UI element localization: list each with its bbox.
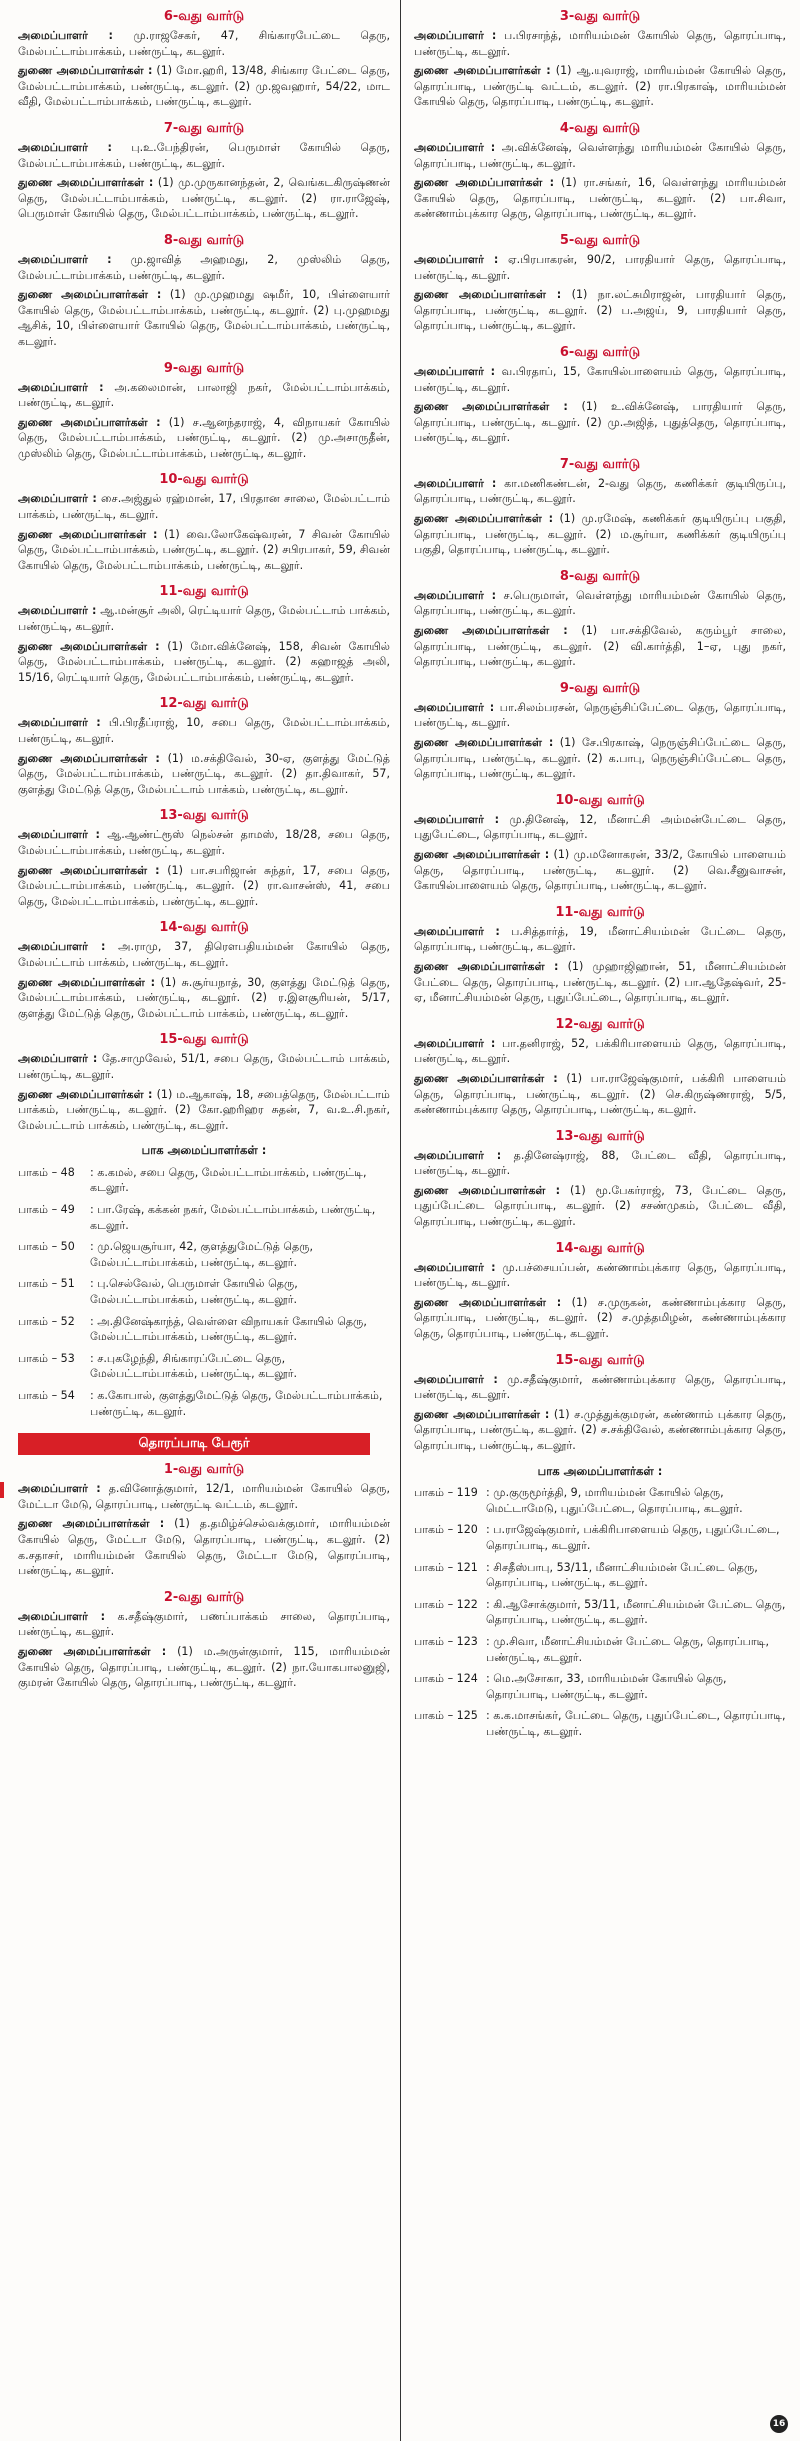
deputies-label: துணை அமைப்பாளர்கள் : — [414, 624, 568, 638]
organizer-text: சை.அஜ்துல் ரஹ்மான், 17, பிரதான சாலை, மேல்பட்டாம் பாக்கம், பண்ருட்டி, கடலூர். — [18, 492, 391, 522]
deputies-label: துணை அமைப்பாளர்கள் : — [18, 639, 160, 653]
ward-section — [414, 904, 786, 1006]
ward-deputies — [18, 415, 390, 462]
organizer-label: அமைப்பாளர் : — [414, 1148, 502, 1162]
ward-deputies — [414, 511, 786, 558]
deputies-text: (1) ச.முருகன், கண்ணாம்புக்கார தெரு, தொரப்பாடி, பண்ருட்டி, கடலூர். (2) ச.முத்தமிழன், கண்ணாம்புக்கார தெரு, தொரப்பாடி, பண்ருட்டி, கடலூர். — [414, 1295, 786, 1341]
ward-title: 13-வது வார்டு — [555, 1128, 645, 1144]
ward-section — [414, 1128, 786, 1230]
ward-deputies — [414, 1295, 786, 1342]
organizer-text: கா.மணிகண்டன், 2-வது தெரு, கணிக்கர் குடியிருப்பு, தொரப்பாடி, பண்ருட்டி, கடலூர். — [414, 476, 786, 506]
organizer-label: அமைப்பாளர் : — [414, 924, 500, 938]
ward-section — [414, 120, 786, 222]
ward-deputies — [414, 1183, 786, 1230]
organizer-text: மு.ராஜசேகர், 47, சிங்காரபேட்டை தெரு, மேல்பட்டாம்பாக்கம், பண்ருட்டி, கடலூர். — [18, 29, 390, 58]
booth-row — [414, 1634, 786, 1671]
organizer-text: க.சதீஷ்குமார், பணப்பாக்கம் சாலை, தொரப்பாடி, பண்ருட்டி, கடலூர். — [18, 1609, 390, 1639]
page-number: 16 — [770, 2415, 788, 2433]
deputies-label: துணை அமைப்பாளர்கள் : — [18, 415, 161, 429]
ward-section — [18, 8, 390, 110]
ward-deputies — [414, 63, 786, 110]
ward-deputies — [18, 1644, 390, 1691]
organizer-label: அமைப்பாளர் : — [18, 29, 113, 42]
organizer-text: த.வினோத்குமார், 12/1, மாரியம்மன் கோயில் தெரு, மேட்டா மேடு, தொரப்பாடி, பண்ருட்டி வட்டம், கடலூர். — [18, 1482, 390, 1511]
ward-deputies — [414, 1407, 786, 1454]
deputies-text: (1) மு.மனோகரன், 33/2, கோயில் பாளையம் தெரு, தொரப்பாடி, பண்ருட்டி, கடலூர். (2) வெ.சீனுவாசன், கோயில்பாளையம் தெரு, தொரப்பாடி, பண்ருட்டி, கடலூர். — [414, 847, 786, 893]
deputies-label: துணை அமைப்பாளர்கள் : — [414, 847, 550, 861]
ward-section — [414, 456, 786, 558]
booth-number: பாகம் – 125 — [414, 1709, 478, 1723]
ward-organizer — [414, 252, 786, 283]
ward-title: 4-வது வார்டு — [559, 120, 641, 136]
ward-title: 3-வது வார்டு — [559, 9, 641, 24]
deputies-label: துணை அமைப்பாளர்கள் : — [18, 975, 156, 989]
deputies-label: துணை அமைப்பாளர்கள் : — [414, 1407, 550, 1421]
ward-organizer — [414, 700, 786, 731]
ward-deputies — [414, 847, 786, 894]
booth-organizer: : மெ.அசோகா, 33, மாரியம்மன் கோயில் தெரு, தொரப்பாடி, பண்ருட்டி, கடலூர். — [486, 1672, 727, 1701]
booth-row — [18, 1351, 390, 1388]
ward-title: 13-வது வார்டு — [159, 808, 249, 824]
booth-organizer: : கி.ஆசோக்குமார், 53/11, மீனாட்சியம்மன் பேட்டை தெரு, தொரப்பாடி, பண்ருட்டி, கடலூர். — [486, 1597, 786, 1627]
booth-number: பாகம் – 123 — [414, 1634, 478, 1648]
organizer-text: மு.சதீஷ்குமார், கண்ணாம்புக்கார தெரு, தொரப்பாடி, பண்ருட்டி, கடலூர். — [414, 1372, 787, 1402]
organizer-text: அ.விக்னேஷ், வெள்ளந்து மாரியம்மன் கோயில் தெரு, தொரப்பாடி, பண்ருட்டி, கடலூர். — [414, 140, 786, 170]
deputies-label: துணை அமைப்பாளர்கள் : — [18, 176, 154, 190]
deputies-label: துணை அமைப்பாளர்கள் : — [414, 288, 562, 302]
ward-title: 11-வது வார்டு — [159, 584, 249, 600]
ward-title: 15-வது வார்டு — [159, 1032, 249, 1048]
ward-section — [18, 583, 390, 685]
ward-title: 6-வது வார்டு — [163, 9, 245, 24]
booth-row — [18, 1314, 390, 1351]
ward-title: 7-வது வார்டு — [559, 456, 641, 472]
booth-number: பாகம் – 52 — [18, 1314, 75, 1328]
organizer-label: அமைப்பாளர் : — [18, 380, 104, 394]
booth-list — [18, 1165, 390, 1425]
deputies-text: (1) மு.முஹமது ஷமீர், 10, பிள்ளையார் கோயில் தெரு, மேல்பட்டாம்பாக்கம், பண்ருட்டி, கடலூர். (2) பு.முஹமது ஆசிக், 10, பிள்ளையார் கோயில் தெரு, மேல்பட்டாம்பாக்கம், பண்ருட்டி, கடலூர். — [18, 288, 390, 348]
deputies-text: (1) பா.சபரிஜான் சுந்தர், 17, சபை தெரு, மேல்பட்டாம்பாக்கம், பண்ருட்டி, கடலூர். (2) ரா.வாசன்ஸ், 41, சபை தெரு, மேல்பட்டாம்பாக்கம், பண்ருட்டி, கடலூர். — [18, 863, 390, 908]
ward-deputies — [18, 287, 390, 349]
booth-row — [414, 1485, 786, 1522]
ward-organizer — [414, 812, 786, 843]
booth-number: பாகம் – 122 — [414, 1597, 478, 1611]
ward-section — [18, 1589, 390, 1691]
organizer-text: மு.ஜாவித் அஹமது, 2, முஸ்லிம் தெரு, மேல்பட்டாம்பாக்கம், பண்ருட்டி, கடலூர். — [18, 252, 390, 282]
ward-deputies — [414, 1071, 786, 1118]
deputies-label: துணை அமைப்பாளர்கள் : — [414, 1183, 561, 1197]
ward-title: 14-வது வார்டு — [555, 1240, 645, 1256]
ward-deputies — [414, 959, 786, 1006]
ward-title: 7-வது வார்டு — [163, 120, 245, 136]
organizer-text: பு.உ.பேந்திரன், பெருமாள் கோயில் தெரு, மேல்பட்டாம்பாக்கம், பண்ருட்டி, கடலூர். — [18, 140, 390, 170]
left-column — [18, 8, 390, 1701]
organizer-label: அமைப்பாளர் : — [18, 604, 97, 618]
booth-row — [18, 1388, 390, 1425]
ward-organizer — [18, 491, 390, 522]
organizer-label: அமைப்பாளர் : — [18, 1052, 98, 1066]
ward-section — [18, 1031, 390, 1133]
ward-section — [18, 471, 390, 573]
ward-organizer — [18, 1481, 390, 1512]
ward-organizer — [414, 364, 786, 395]
ward-title: 14-வது வார்டு — [159, 920, 249, 936]
organizer-label: அமைப்பாளர் : — [414, 29, 497, 42]
ward-deputies — [18, 527, 390, 574]
deputies-label: துணை அமைப்பாளர்கள் : — [414, 176, 555, 190]
booth-row — [414, 1708, 786, 1745]
ward-organizer — [414, 1036, 786, 1067]
deputies-text: (1) முஹாஜிஹான், 51, மீனாட்சியம்மன் பேட்டை தெரு, தொரப்பாடி, பண்ருட்டி, கடலூர். (2) பா.ஆதேஷ்வர், 25-ஏ, மீனாட்சியம்மன் தெரு, புதுப்பேட்டை, தொரப்பாடி, கடலூர். — [414, 959, 786, 1005]
booth-row — [414, 1560, 786, 1597]
organizer-text: ஆ.ஆண்ட்ரூஸ் நெல்சன் தாமஸ், 18/28, சபை தெரு, மேல்பட்டாம்பாக்கம், பண்ருட்டி, கடலூர். — [18, 828, 390, 857]
ward-section — [18, 360, 390, 462]
deputies-label: துணை அமைப்பாளர்கள் : — [18, 64, 153, 78]
organizer-label: அமைப்பாளர் : — [18, 716, 101, 730]
ward-organizer — [18, 715, 390, 746]
ward-title: 9-வது வார்டு — [163, 360, 245, 376]
ward-deputies — [414, 735, 786, 782]
ward-title: 11-வது வார்டு — [555, 904, 645, 920]
ward-deputies — [18, 175, 390, 222]
booth-number: பாகம் – 124 — [414, 1672, 478, 1686]
booth-row — [18, 1165, 390, 1202]
booth-heading: பாக அமைப்பாளர்கள் : — [141, 1143, 267, 1158]
column-divider — [400, 0, 401, 2441]
organizer-text: ஆ.மன்சூர் அலி, ரெட்டியார் தெரு, மேல்பட்டாம் பாக்கம், பண்ருட்டி, கடலூர். — [18, 604, 391, 634]
ward-organizer — [414, 140, 786, 171]
deputies-label: துணை அமைப்பாளர்கள் : — [414, 736, 554, 749]
ward-section — [18, 120, 390, 222]
deputies-label: துணை அமைப்பாளர்கள் : — [414, 400, 568, 414]
ward-deputies — [18, 639, 390, 686]
organizer-label: அமைப்பாளர் : — [18, 492, 97, 506]
organizer-label: அமைப்பாளர் : — [18, 252, 112, 266]
deputies-label: துணை அமைப்பாளர்கள் : — [414, 64, 551, 78]
ward-title: 9-வது வார்டு — [559, 680, 641, 696]
ward-title: 10-வது வார்டு — [159, 472, 249, 488]
ward-section — [414, 8, 786, 110]
organizer-text: மு.பச்சையப்பன், கண்ணாம்புக்கார தெரு, தொரப்பாடி, பண்ருட்டி, கடலூர். — [414, 1260, 787, 1290]
ward-deputies — [414, 287, 786, 334]
ward-organizer — [414, 1372, 786, 1403]
ward-organizer — [18, 1051, 390, 1082]
ward-deputies — [414, 175, 786, 222]
booth-organizer: : பு.செல்வேல், பெருமாள் கோயில் தெரு, மேல்பட்டாம்பாக்கம், பண்ருட்டி, கடலூர். — [90, 1277, 298, 1307]
deputies-label: துணை அமைப்பாளர்கள் : — [414, 512, 554, 526]
organizer-label: அமைப்பாளர் : — [18, 140, 112, 154]
organizer-label: அமைப்பாளர் : — [414, 1036, 496, 1050]
booth-row — [414, 1597, 786, 1634]
ward-deputies — [18, 863, 390, 910]
ward-organizer — [414, 1260, 786, 1291]
booth-number: பாகம் – 50 — [18, 1240, 75, 1254]
booth-number: பாகம் – 120 — [414, 1523, 478, 1537]
organizer-label: அமைப்பாளர் : — [414, 252, 499, 266]
deputies-label: துணை அமைப்பாளர்கள் : — [18, 527, 158, 541]
booth-number: பாகம் – 119 — [414, 1486, 478, 1500]
ward-section — [18, 695, 390, 797]
ward-organizer — [18, 380, 390, 411]
booth-organizer: : மு.ஜெயசூர்யா, 42, குளத்துமேட்டுத் தெரு, மேல்பட்டாம்பாக்கம், பண்ருட்டி, கடலூர். — [90, 1240, 314, 1269]
ward-title: 15-வது வார்டு — [555, 1352, 645, 1368]
ward-organizer — [414, 476, 786, 507]
ward-organizer — [18, 252, 390, 283]
ward-section — [414, 1016, 786, 1118]
deputies-text: (1) ம.அருள்குமார், 115, மாரியம்மன் கோயில் தெரு, தொரப்பாடி, பண்ருட்டி, கடலூர். (2) நா.யோகபாலனுஜி, குமரன் கோயில் தெரு, தொரப்பாடி, பண்ருட்டி, கடலூர். — [18, 1644, 390, 1690]
ward-deputies — [18, 1087, 390, 1134]
booth-list — [414, 1485, 786, 1745]
organizer-label: அமைப்பாளர் : — [18, 940, 106, 954]
deputies-label: துணை அமைப்பாளர்கள் : — [18, 863, 160, 877]
deputies-label: துணை அமைப்பாளர்கள் : — [414, 1071, 558, 1085]
deputies-text: (1) ச.ஆனந்தராஜ், 4, விநாயகர் கோயில் தெரு, மேல்பட்டாம்பாக்கம், பண்ருட்டி, கடலூர். (2) மு.அசாருதீன், முஸ்லிம் தெரு, மேல்பட்டாம்பாக்கம், பண்ருட்டி, கடலூர். — [18, 415, 390, 460]
booth-organizer: : க.கோபால், குளத்துமேட்டுத் தெரு, மேல்பட்டாம்பாக்கம், பண்ருட்டி, கடலூர். — [90, 1389, 383, 1418]
ward-title: 8-வது வார்டு — [559, 568, 641, 584]
deputies-text: (1) பா.ராஜேஷ்குமார், பக்கிரி பாளையம் தெரு, தொரப்பாடி, பண்ருட்டி, கடலூர். (2) செ.கிருஷ்ணராஜ், 5/5, கண்ணாம்புக்கார தெரு, தொரப்பாடி, பண்ருட்டி, கடலூர். — [414, 1071, 787, 1117]
ward-deputies — [18, 751, 390, 798]
ward-section — [414, 344, 786, 446]
deputies-text: (1) ம.ஆகாஷ், 18, சபைத்தெரு, மேல்பட்டாம் பாக்கம், பண்ருட்டி, கடலூர். (2) கோ.ஹரிஹர சுதன், 7, வ.உ.சி.நகர், மேல்பட்டாம் பாக்கம், பண்ருட்டி, கடலூர். — [18, 1087, 390, 1132]
organizer-text: த.தினேஷ்ராஜ், 88, பேட்டை வீதி, தொரப்பாடி, பண்ருட்டி, கடலூர். — [414, 1148, 787, 1178]
organizer-label: அமைப்பாளர் : — [414, 1260, 496, 1274]
ward-deputies — [18, 975, 390, 1022]
ward-section — [414, 568, 786, 670]
deputies-text: (1) ச.முத்துக்குமரன், கண்ணாம் புக்கார தெரு, தொரப்பாடி, பண்ருட்டி, கடலூர். (2) ச.சக்திவேல், கண்ணாம்புக்கார தெரு, தொரப்பாடி, பண்ருட்டி, கடலூர். — [414, 1407, 786, 1452]
ward-section — [414, 1240, 786, 1342]
deputies-label: துணை அமைப்பாளர்கள் : — [18, 1644, 167, 1658]
booth-number: பாகம் – 51 — [18, 1277, 75, 1291]
deputies-text: (1) மூ.பேகர்ராஜ், 73, பேட்டை தெரு, புதுப்பேட்டை தொரப்பாடி, கடலூர். (2) சசண்முகம், பேட்டை வீதி, தொரப்பாடி, பண்ருட்டி, கடலூர். — [414, 1183, 786, 1229]
booth-organizer: : மு.குருமூர்த்தி, 9, மாரியம்மன் கோயில் தெரு, மெட்டாமேடு, புதுப்பேட்டை, தொரப்பாடி, கடலூர். — [486, 1486, 743, 1515]
booth-row — [18, 1276, 390, 1313]
organizer-label: அமைப்பாளர் : — [414, 364, 496, 378]
booth-organizer: : அ.தினேஷ்காந்த், வெள்ளை விநாயகர் கோயில் தெரு, மேல்பட்டாம்பாக்கம், பண்ருட்டி, கடலூர். — [90, 1314, 367, 1344]
deputies-text: (1) த.தமிழ்ச்செல்வக்குமார், மாரியம்மன் கோயில் தெரு, மேட்டா மேடு, தொரப்பாடி, பண்ருட்டி, கடலூர். (2) க.சதாசர், மாரியம்மன் கோயில் தெரு, மேட்டா மேடு, தொரப்பாடி, பண்ருட்டி, கடலூர். — [18, 1517, 391, 1578]
deputies-text: (1) ரா.சங்கர், 16, வெள்ளந்து மாரியம்மன் கோயில் தெரு, தொரப்பாடி, பண்ருட்டி, கடலூர். (2) பா.சிவா, கண்ணாம்புக்கார தெரு, தொரப்பாடி, பண்ருட்டி, கடலூர். — [414, 176, 787, 221]
deputies-text: (1) மோ.விக்னேஷ், 158, சிவன் கோயில் தெரு, மேல்பட்டாம்பாக்கம், பண்ருட்டி, கடலூர். (2) கஹாஜத் அலி, 15/16, ரெட்டியார் தெரு, மேல்பட்டாம்பாக்கம், பண்ருட்டி, கடலூர். — [18, 639, 390, 684]
organizer-text: ப.பிரசாந்த், மாரியம்மன் கோயில் தெரு, தொரப்பாடி, பண்ருட்டி, கடலூர். — [414, 29, 786, 58]
organizer-text: வ.பிரதாப், 15, கோயில்பாளையம் தெரு, தொரப்பாடி, பண்ருட்டி, கடலூர். — [414, 364, 786, 394]
organizer-text: அ.கலைமான், பாலாஜி நகர், மேல்பட்டாம்பாக்கம், பண்ருட்டி, கடலூர். — [18, 380, 390, 410]
deputies-label: துணை அமைப்பாளர்கள் : — [414, 959, 559, 973]
organizer-text: மு.தினேஷ், 12, மீனாட்சி அம்மன்பேட்டை தெரு, புதுபேட்டை, தொரப்பாடி, கடலூர். — [414, 812, 787, 842]
ward-organizer — [414, 588, 786, 619]
organizer-label: அமைப்பாளர் : — [414, 700, 495, 714]
ward-deputies — [414, 399, 786, 446]
organizer-label: அமைப்பாளர் : — [18, 828, 100, 842]
ward-organizer — [18, 603, 390, 634]
booth-number: பாகம் – 49 — [18, 1203, 75, 1217]
ward-title: 12-வது வார்டு — [555, 1016, 645, 1032]
ward-organizer — [18, 28, 390, 59]
booth-organizer: : சிசதீஸ்பாபு, 53/11, மீனாட்சியம்மன் பேட்டை தெரு, தொரப்பாடி, பண்ருட்டி, கடலூர். — [486, 1560, 758, 1590]
organizer-text: பி.பிரதீப்ராஜ், 10, சபை தெரு, மேல்பட்டாம்பாக்கம், பண்ருட்டி, கடலூர். — [18, 716, 390, 745]
ward-title: 1-வது வார்டு — [163, 1462, 245, 1478]
ward-organizer — [414, 28, 786, 59]
booth-row — [414, 1522, 786, 1559]
ward-organizer — [18, 827, 390, 858]
ward-title: 6-வது வார்டு — [559, 344, 641, 360]
booth-number: பாகம் – 48 — [18, 1165, 75, 1179]
ward-section — [414, 792, 786, 894]
ward-section — [18, 232, 390, 350]
booth-row — [414, 1671, 786, 1708]
booth-organizer: : பா.ரேஷ், கக்கன் நகர், மேல்பட்டாம்பாக்கம், பண்ருட்டி, கடலூர். — [90, 1203, 376, 1232]
ward-deputies — [18, 63, 390, 110]
organizer-label: அமைப்பாளர் : — [414, 812, 500, 826]
section-banner: தொரப்பாடி பேரூர் — [18, 1433, 370, 1455]
ward-organizer — [18, 140, 390, 171]
ward-section — [18, 919, 390, 1021]
deputies-label: துணை அமைப்பாளர்கள் : — [18, 1087, 153, 1101]
organizer-text: பா.தனிராஜ், 52, பக்கிரிபாளையம் தெரு, தொரப்பாடி, பண்ருட்டி, கடலூர். — [414, 1036, 786, 1066]
deputies-label: துணை அமைப்பாளர்கள் : — [18, 1517, 165, 1531]
booth-row — [18, 1239, 390, 1276]
right-column — [414, 8, 786, 1746]
booth-organizer: : க.க.மாசங்கர், பேட்டை தெரு, புதுப்பேட்டை, தொரப்பாடி, பண்ருட்டி, கடலூர். — [486, 1709, 786, 1738]
deputies-text: (1) வை.லோகேஷ்வரன், 7 சிவன் கோயில் தெரு, மேல்பட்டாம்பாக்கம், பண்ருட்டி, கடலூர். (2) சபிரபாகர், 59, சிவன் கோயில் தெரு, மேல்பட்டாம்பாக்கம், பண்ருட்டி, கடலூர். — [18, 527, 390, 572]
ward-title: 12-வது வார்டு — [159, 696, 249, 712]
organizer-text: ப.சித்தார்த், 19, மீனாட்சியம்மன் பேட்டை தெரு, தொரப்பாடி, பண்ருட்டி, கடலூர். — [414, 924, 786, 954]
ward-organizer — [18, 1609, 390, 1640]
ward-title: 10-வது வார்டு — [555, 792, 645, 808]
organizer-text: ச.பெருமாள், வெள்ளந்து மாரியம்மன் கோயில் தெரு, தொரப்பாடி, பண்ருட்டி, கடலூர். — [414, 588, 787, 618]
organizer-text: தே.சாமுவேல், 51/1, சபை தெரு, மேல்பட்டாம் பாக்கம், பண்ருட்டி, கடலூர். — [18, 1052, 390, 1081]
ward-section — [414, 1352, 786, 1454]
deputies-text: (1) ஆ.யுவராஜ், மாரியம்மன் கோயில் தெரு, தொரப்பாடி, பண்ருட்டி வட்டம், கடலூர். (2) ரா.பிரகாஷ், மாரியம்மன் கோயில் தெரு, தொரப்பாடி, பண்ருட்டி, கடலூர். — [414, 64, 786, 109]
booth-organizer: : ப.ராஜேஷ்குமார், பக்கிரிபாளையம் தெரு, புதுப்பேட்டை, தொரப்பாடி, கடலூர். — [486, 1523, 780, 1552]
deputies-text: (1) பா.சக்திவேல், கரும்பூர் சாலை, தொரப்பாடி, பண்ருட்டி, கடலூர். (2) வி.கார்த்தி, 1–ஏ, புது நகர், தொரப்பாடி, பண்ருட்டி, கடலூர். — [414, 624, 786, 669]
edge-color-mark — [0, 1482, 4, 1498]
booth-number: பாகம் – 53 — [18, 1351, 75, 1365]
deputies-text: (1) மோ.ஹரி, 13/48, சிங்கார பேட்டை தெரு, மேல்பட்டாம்பாக்கம், பண்ருட்டி, கடலூர். (2) மு.ஜவஹார், 54/22, மாட வீதி, மேல்பட்டாம்பாக்கம், பண்ருட்டி, கடலூர். — [18, 64, 391, 109]
booth-organizer: : ச.புகழேந்தி, சிங்காரப்பேட்டை தெரு, மேல்பட்டாம்பாக்கம், பண்ருட்டி, கடலூர். — [90, 1351, 298, 1381]
ward-section — [414, 232, 786, 334]
deputies-text: (1) சே.பிரகாஷ், நெருஞ்சிப்பேட்டை தெரு, தொரப்பாடி, பண்ருட்டி, கடலூர். (2) க.பாபு, நெருஞ்சிப்பேட்டை தெரு, தொரப்பாடி, பண்ருட்டி, கடலூர். — [414, 736, 786, 781]
booth-organizer: : மு.சிவா, மீனாட்சியம்மன் பேட்டை தெரு, தொரப்பாடி, பண்ருட்டி, கடலூர். — [486, 1634, 770, 1664]
ward-section — [414, 680, 786, 782]
organizer-label: அமைப்பாளர் : — [414, 476, 497, 490]
deputies-text: (1) ம.சக்திவேல், 30-ஏ, குளத்து மேட்டுத் தெரு, மேல்பட்டாம்பாக்கம், பண்ருட்டி, கடலூர். (2) தா.திவாகர், 57, குளத்து மேட்டுத் தெரு, மேல்பட்டாம் பாக்கம், பண்ருட்டி, கடலூர். — [18, 751, 390, 796]
organizer-label: அமைப்பாளர் : — [414, 140, 496, 154]
deputies-text: (1) நா.லட்சுமிராஜன், பாரதியார் தெரு, தொரப்பாடி, பண்ருட்டி, கடலூர். (2) ப.அஜய், 9, பாரதியார் தெரு, தொரப்பாடி, பண்ருட்டி, கடலூர். — [414, 288, 786, 333]
ward-deputies — [414, 623, 786, 670]
organizer-text: அ.ராமு, 37, திரௌபதியம்மன் கோயில் தெரு, மேல்பட்டாம் பாக்கம், பண்ருட்டி, கடலூர். — [18, 940, 390, 969]
deputies-text: (1) உ.விக்னேஷ், பாரதியார் தெரு, தொரப்பாடி, பண்ருட்டி, கடலூர். (2) மு.அஜித், புதுத்தெரு, தொரப்பாடி, பண்ருட்டி, கடலூர். — [414, 400, 787, 445]
organizer-text: ஏ.பிரபாகரன், 90/2, பாரதியார் தெரு, தொரப்பாடி, பண்ருட்டி, கடலூர். — [414, 252, 786, 282]
deputies-label: துணை அமைப்பாளர்கள் : — [414, 1295, 562, 1309]
deputies-text: (1) சு.சூர்யநாத், 30, குளத்து மேட்டுத் தெரு, மேல்பட்டாம்பாக்கம், பண்ருட்டி, கடலூர். (2) ர.இளசூரியன், 5/17, குளத்து மேட்டுத் தெரு, மேல்பட்டாம் பாக்கம், பண்ருட்டி, கடலூர். — [18, 975, 390, 1020]
ward-section — [18, 1461, 390, 1579]
ward-organizer — [414, 1148, 786, 1179]
ward-title: 8-வது வார்டு — [163, 232, 245, 248]
deputies-label: துணை அமைப்பாளர்கள் : — [18, 288, 162, 302]
deputies-text: (1) மு.ரமேஷ், கணிக்கர் குடியிருப்பு பகுதி, தொரப்பாடி, பண்ருட்டி, கடலூர். (2) ம.சூர்யா, கணிக்கர் குடியிருப்பு பகுதி, தொரப்பாடி, பண்ருட்டி, கடலூர். — [414, 512, 786, 557]
deputies-label: துணை அமைப்பாளர்கள் : — [18, 751, 160, 765]
ward-deputies — [18, 1516, 390, 1578]
booth-number: பாகம் – 54 — [18, 1389, 75, 1402]
ward-organizer — [18, 939, 390, 970]
ward-section — [18, 807, 390, 909]
organizer-label: அமைப்பாளர் : — [414, 588, 497, 602]
organizer-label: அமைப்பாளர் : — [414, 1372, 498, 1386]
booth-number: பாகம் – 121 — [414, 1560, 478, 1574]
ward-title: 5-வது வார்டு — [559, 232, 641, 248]
booth-organizer: : க.கமல், சபை தெரு, மேல்பட்டாம்பாக்கம், பண்ருட்டி, கடலூர். — [90, 1165, 367, 1195]
booth-row — [18, 1202, 390, 1239]
ward-organizer — [414, 924, 786, 955]
ward-title: 2-வது வார்டு — [163, 1589, 245, 1605]
deputies-text: (1) மு.முருகானந்தன், 2, வெங்கடகிருஷ்ணன் தெரு, மேல்பட்டாம்பாக்கம், பண்ருட்டி, கடலூர். (2) ரா.ராஜேஷ், பெருமாள் கோயில் தெரு, மேல்பட்டாம்பாக்கம், பண்ருட்டி, கடலூர். — [18, 176, 391, 221]
organizer-label: அமைப்பாளர் : — [18, 1482, 101, 1496]
booth-heading: பாக அமைப்பாளர்கள் : — [537, 1463, 663, 1478]
organizer-text: பா.சிலம்பரசன், நெருஞ்சிப்பேட்டை தெரு, தொரப்பாடி, பண்ருட்டி, கடலூர். — [414, 700, 786, 730]
organizer-label: அமைப்பாளர் : — [18, 1609, 106, 1623]
